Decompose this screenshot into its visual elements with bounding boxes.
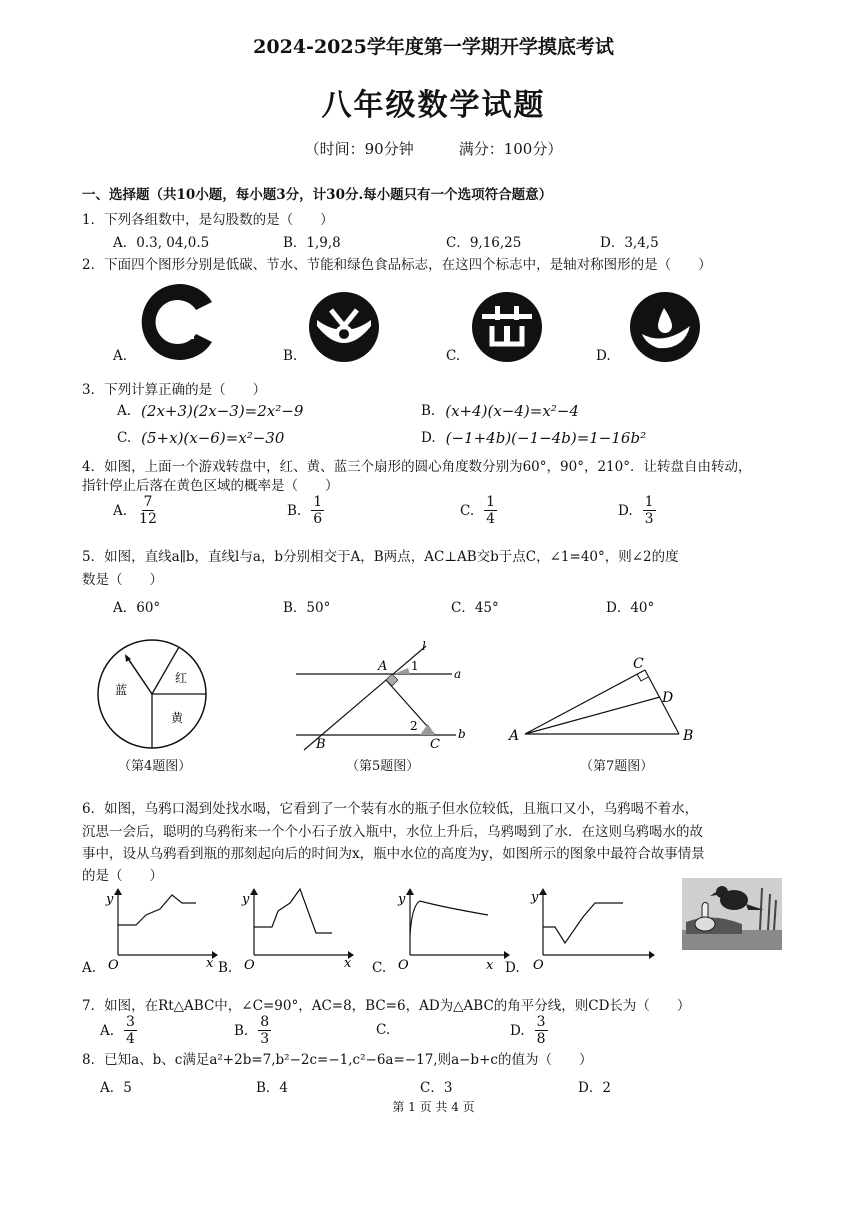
- fig5-label-A: A: [378, 659, 388, 674]
- wheel-label-blue: 蓝: [115, 683, 128, 697]
- q7-option-c[interactable]: C.: [376, 1022, 391, 1038]
- section-heading: 一、选择题（共10小题，每小题3分，计30分.每小题只有一个选项符合题意）: [82, 187, 553, 203]
- fig7-diagram: [505, 652, 700, 746]
- q4-label-d: D.: [618, 502, 633, 519]
- fig4-spinner: [95, 638, 215, 753]
- q6-label-b[interactable]: B.: [218, 960, 233, 976]
- fig5-caption: （第5题图）: [346, 759, 420, 774]
- fig7-label-C: C: [633, 656, 644, 672]
- q5-option-d[interactable]: D．40°: [606, 600, 655, 616]
- svg-text:x: x: [486, 958, 494, 970]
- crow-illustration: [682, 878, 782, 950]
- wheel-label-yellow: 黄: [171, 711, 184, 725]
- page-title: 八年级数学试题: [321, 88, 546, 123]
- q4-stem-line1: 4．如图，上面一个游戏转盘中，红、黄、蓝三个扇形的圆心角度数分别为60°，90°，210°．让转盘自由转动，: [82, 459, 752, 475]
- q1-option-b[interactable]: B．1,9,8: [283, 235, 341, 251]
- q3-option-b[interactable]: [421, 402, 579, 420]
- q3-label-d: D.: [421, 430, 436, 446]
- q6-label-c[interactable]: C.: [372, 960, 387, 976]
- q6-label-a[interactable]: A.: [82, 960, 97, 976]
- q3-label-a: A.: [117, 403, 132, 419]
- svg-text:x: x: [206, 956, 214, 970]
- svg-text:y: y: [242, 892, 250, 907]
- q5-option-b[interactable]: B．50°: [283, 600, 331, 616]
- fig5-label-l: l: [422, 640, 426, 653]
- q4-fraction-c: $\frac{1}{4}$: [486, 494, 496, 527]
- fig5-label-b: b: [458, 727, 466, 741]
- fig5-label-C: C: [430, 737, 440, 752]
- q2-label-a[interactable]: A.: [113, 348, 128, 364]
- q4-fraction-b: $\frac{1}{6}$: [313, 494, 323, 527]
- low-carbon-logo: [140, 282, 220, 362]
- svg-text:y: y: [398, 892, 406, 907]
- q7-label-a: A.: [100, 1022, 115, 1039]
- fig4-caption: （第4题图）: [118, 759, 192, 774]
- fig7-label-B: B: [683, 728, 694, 744]
- q4-label-c: C.: [460, 502, 475, 519]
- q6-graph-a[interactable]: [100, 885, 218, 970]
- q3-option-d[interactable]: [421, 429, 646, 447]
- q5-stem-line2: 数是（ ）: [82, 572, 163, 588]
- q3-label-c: C.: [117, 430, 132, 446]
- q3-expr-d: (−1+4b)(−1−4b)=1−16b²: [445, 429, 647, 447]
- fig7-label-A: A: [509, 728, 520, 744]
- q7-fraction-d: $\frac{3}{8}$: [536, 1014, 546, 1047]
- svg-text:y: y: [531, 890, 539, 905]
- fig5-label-2: 2: [410, 719, 418, 733]
- q7-option-b[interactable]: [234, 1014, 271, 1047]
- time-info: （时间：90分钟 满分：100分）: [304, 140, 563, 158]
- q3-stem: 3．下列计算正确的是（ ）: [82, 382, 267, 398]
- fig7-label-D: D: [662, 690, 674, 706]
- q8-option-a[interactable]: A．5: [100, 1080, 132, 1096]
- fig5-label-B: B: [316, 737, 326, 752]
- svg-text:O: O: [398, 958, 409, 970]
- q5-option-c[interactable]: C．45°: [451, 600, 499, 616]
- q2-label-d[interactable]: D.: [596, 348, 611, 364]
- q6-stem-line3: 事中，设从乌鸦看到瓶的那刻起向后的时间为x，瓶中水位的高度为y，如图所示的图象中最符合故事情景: [82, 846, 705, 862]
- q7-stem: 7．如图，在Rt△ABC中，∠C=90°，AC=8，BC=6，AD为△ABC的角平分线，则CD长为（ ）: [82, 998, 691, 1014]
- page-number: 第 1 页 共 4 页: [392, 1100, 475, 1114]
- q4-option-d[interactable]: [618, 494, 656, 527]
- q3-label-b: B.: [421, 403, 436, 419]
- q2-stem: 2．下面四个图形分别是低碳、节水、节能和绿色食品标志，在这四个标志中，是轴对称图形的是（ ）: [82, 257, 712, 273]
- q1-option-c[interactable]: C．9,16,25: [446, 235, 522, 251]
- q1-stem: 1．下列各组数中，是勾股数的是（ ）: [82, 212, 334, 228]
- svg-text:y: y: [106, 892, 114, 907]
- q8-option-d[interactable]: D．2: [578, 1080, 611, 1096]
- q7-option-a[interactable]: [100, 1014, 137, 1047]
- q5-option-a[interactable]: A．60°: [113, 600, 161, 616]
- q4-fraction-d: $\frac{1}{3}$: [644, 494, 654, 527]
- svg-text:O: O: [108, 958, 119, 970]
- q8-option-c[interactable]: C．3: [420, 1080, 453, 1096]
- water-saving-logo: [307, 290, 381, 364]
- energy-saving-logo: [470, 290, 544, 364]
- q4-stem-line2: 指针停止后落在黄色区域的概率是（ ）: [82, 478, 339, 494]
- q7-option-d[interactable]: [510, 1014, 548, 1047]
- q8-option-b[interactable]: B．4: [256, 1080, 289, 1096]
- fig5-label-a: a: [454, 667, 462, 681]
- q1-option-d[interactable]: D．3,4,5: [600, 235, 659, 251]
- q3-option-a[interactable]: [117, 402, 303, 420]
- q6-graph-b[interactable]: [236, 885, 354, 970]
- q6-graph-c[interactable]: [392, 885, 510, 970]
- q3-expr-c: (5+x)(x−6)=x²−30: [141, 429, 285, 447]
- fig5-diagram: [288, 640, 478, 752]
- q8-stem: 8．已知a、b、c满足a²+2b=7,b²−2c=−1,c²−6a=−17,则a−b+c的值为（ ）: [82, 1052, 593, 1068]
- q1-option-a[interactable]: A．0.3, 04,0.5: [113, 235, 210, 251]
- q4-option-b[interactable]: [287, 494, 324, 527]
- svg-text:O: O: [244, 958, 255, 970]
- svg-text:x: x: [344, 956, 352, 970]
- svg-text:O: O: [533, 958, 544, 970]
- q6-stem-line1: 6．如图，乌鸦口渴到处找水喝，它看到了一个装有水的瓶子但水位较低，且瓶口又小，乌鸦喝不着水，: [82, 801, 699, 817]
- q2-label-b[interactable]: B.: [283, 348, 298, 364]
- q7-label-d: D.: [510, 1022, 525, 1039]
- fig5-label-1: 1: [411, 659, 419, 673]
- q6-label-d[interactable]: D.: [505, 960, 520, 976]
- q7-fraction-a: $\frac{3}{4}$: [126, 1014, 135, 1047]
- exam-header: 2024-2025学年度第一学期开学摸底考试: [253, 36, 614, 58]
- q7-fraction-b: $\frac{8}{3}$: [260, 1014, 270, 1047]
- q7-label-b: B.: [234, 1022, 249, 1039]
- q6-stem-line4: 的是（ ）: [82, 868, 163, 884]
- q3-expr-b: (x+4)(x−4)=x²−4: [445, 402, 579, 420]
- green-food-logo: [628, 290, 702, 364]
- wheel-label-red: 红: [175, 671, 188, 685]
- q2-label-c[interactable]: C.: [446, 348, 461, 364]
- q3-expr-a: (2x+3)(2x−3)=2x²−9: [141, 402, 304, 420]
- q3-option-c[interactable]: [117, 429, 284, 447]
- q4-fraction-a: $\frac{7}{12}$: [139, 494, 157, 527]
- q4-label-a: A.: [113, 502, 128, 519]
- q6-stem-line2: 沉思一会后，聪明的乌鸦衔来一个个小石子放入瓶中，水位上升后，乌鸦喝到了水．在这则乌鸦喝水的故: [82, 824, 703, 840]
- q5-stem-line1: 5．如图，直线a∥b，直线l与a，b分别相交于A，B两点，AC⊥AB交b于点C，∠1=40°，则∠2的度: [82, 549, 679, 565]
- q4-option-a[interactable]: [113, 494, 159, 527]
- q4-option-c[interactable]: [460, 494, 497, 527]
- q6-graph-d[interactable]: [525, 885, 657, 970]
- fig7-caption: （第7题图）: [580, 759, 654, 774]
- q4-label-b: B.: [287, 502, 302, 519]
